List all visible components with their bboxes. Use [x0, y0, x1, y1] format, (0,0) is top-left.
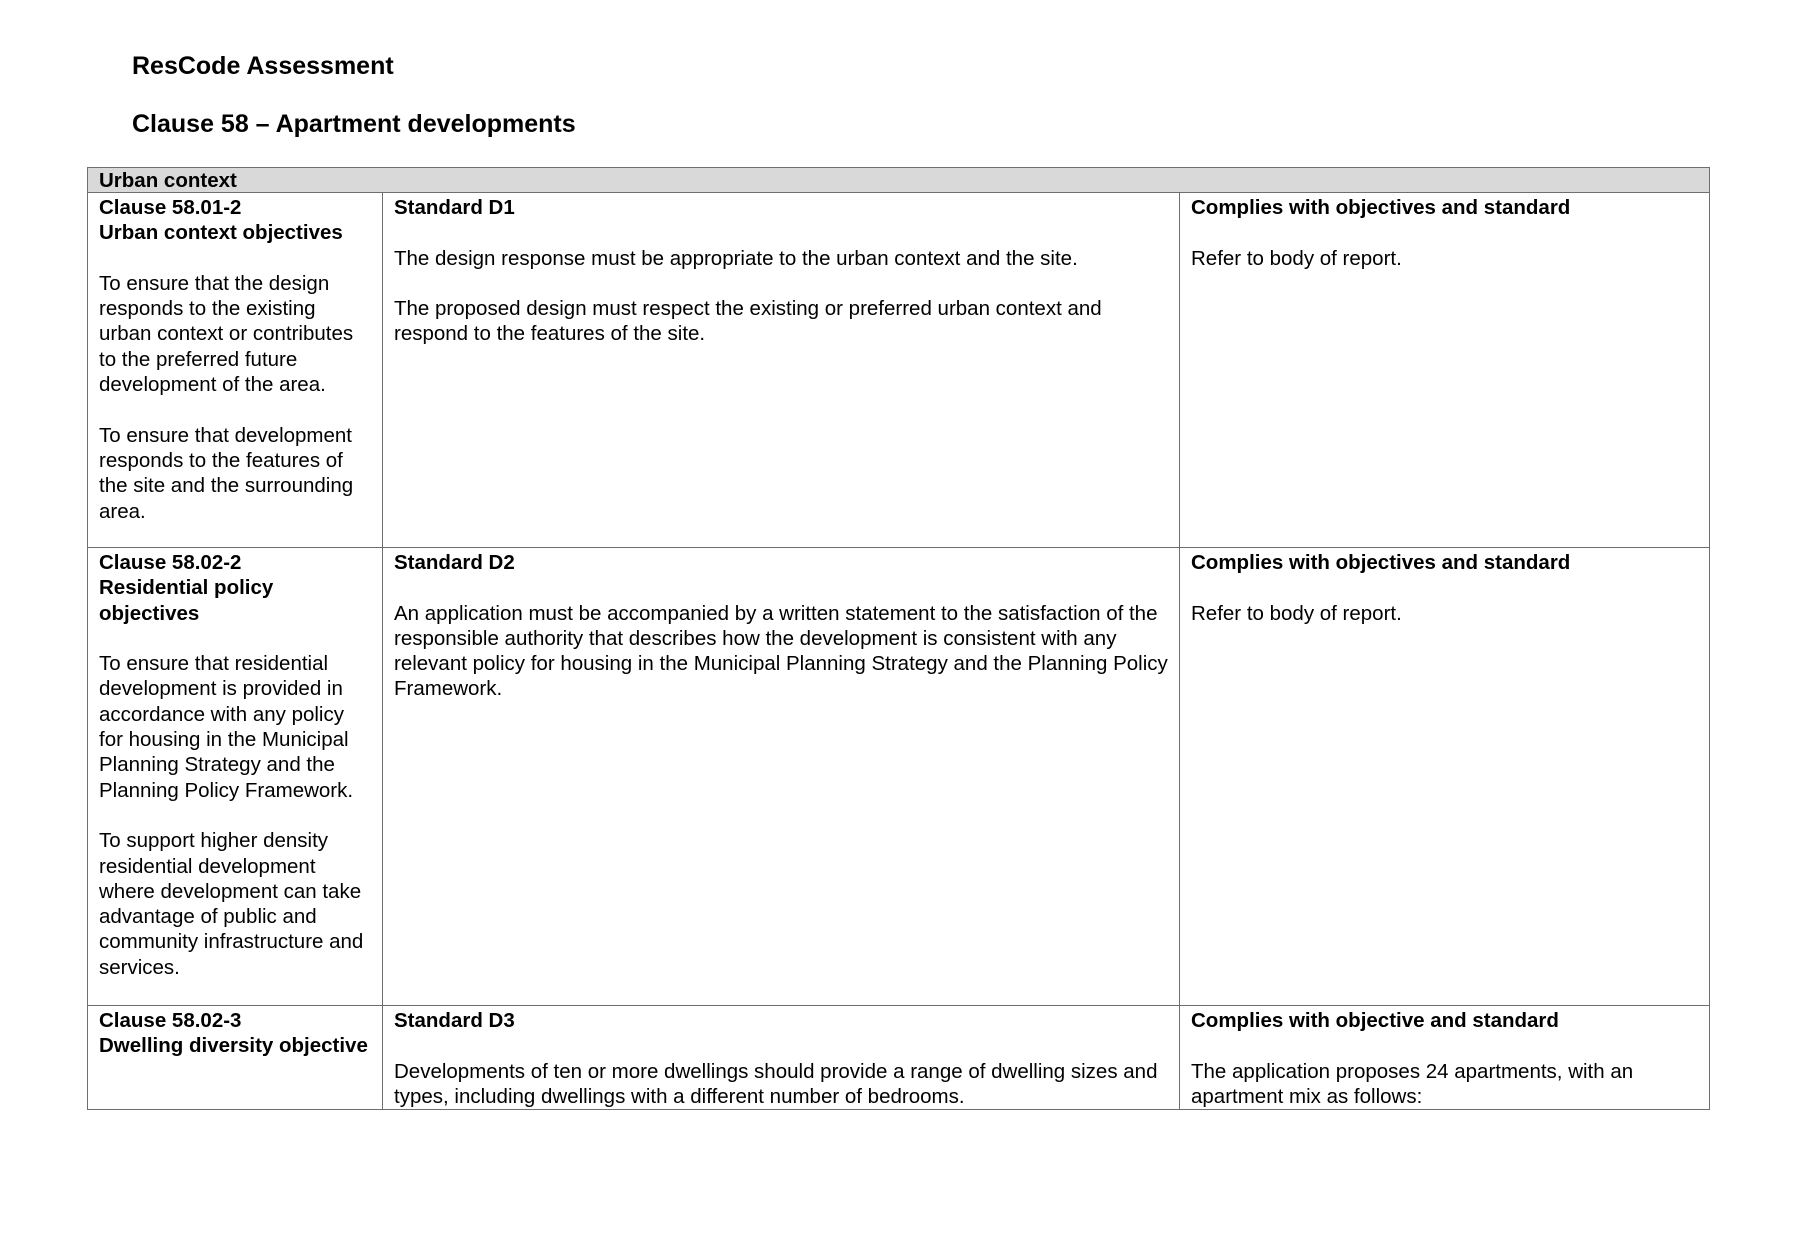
standard-cell	[383, 193, 1180, 548]
rescode-table	[87, 167, 1710, 1110]
objective-cell	[88, 548, 383, 1006]
assessment-title: Complies with objectives and standard	[1191, 551, 1571, 574]
standard-cell	[383, 1006, 1180, 1110]
assessment-cell	[1180, 1006, 1710, 1110]
objective-text: To ensure that the design responds to the existing urban context or contributes to the preferred future development of the area.	[99, 271, 354, 397]
objective-cell	[88, 1006, 383, 1110]
clause-number: Clause 58.01-2	[99, 196, 242, 219]
assessment-cell	[1180, 193, 1710, 548]
standard-title: Standard D3	[394, 1009, 515, 1032]
clause-number: Clause 58.02-2	[99, 551, 242, 574]
assessment-text: Refer to body of report.	[1191, 601, 1402, 625]
assessment-title: Complies with objectives and standard	[1191, 196, 1571, 219]
section-header-urban-context: Urban context	[88, 168, 1710, 193]
assessment-text: Refer to body of report.	[1191, 246, 1402, 270]
standard-text: Developments of ten or more dwellings should provide a range of dwelling sizes and types, including dwellings with a different number of bedrooms.	[394, 1059, 1158, 1108]
standard-title: Standard D1	[394, 196, 515, 219]
standard-cell	[383, 548, 1180, 1006]
table-row	[88, 193, 1710, 548]
table-row	[88, 548, 1710, 1006]
objective-title: Residential policy objectives	[99, 576, 274, 625]
objective-cell	[88, 193, 383, 548]
standard-text: The proposed design must respect the existing or preferred urban context and respond to the features of the site.	[394, 297, 1102, 346]
document-subtitle: Clause 58 – Apartment developments	[132, 110, 576, 138]
assessment-cell	[1180, 548, 1710, 1006]
assessment-text: The application proposes 24 apartments, with an apartment mix as follows:	[1191, 1059, 1634, 1108]
assessment-title: Complies with objective and standard	[1191, 1009, 1559, 1032]
standard-text: The design response must be appropriate to the urban context and the site.	[394, 246, 1078, 270]
objective-text: To ensure that development responds to the features of the site and the surrounding area.	[99, 423, 354, 523]
standard-text: An application must be accompanied by a written statement to the satisfaction of the responsible authority that describes how the development is consistent with any relevant policy for housing in the Municipal Planning Strategy and the Planning Policy Framework.	[394, 601, 1168, 701]
table-row	[88, 1006, 1710, 1110]
standard-title: Standard D2	[394, 551, 515, 574]
clause-number: Clause 58.02-3	[99, 1009, 242, 1032]
objective-text: To support higher density residential development where development can take advantage of public and community infrastructure and services.	[99, 829, 364, 979]
section-header-row	[88, 168, 1710, 193]
document-title: ResCode Assessment	[132, 52, 394, 80]
objective-text: To ensure that residential development is provided in accordance with any policy for housing in the Municipal Planning Strategy and the Planning Policy Framework.	[99, 652, 354, 802]
objective-title: Dwelling diversity objective	[99, 1034, 368, 1058]
objective-title: Urban context objectives	[99, 221, 343, 245]
